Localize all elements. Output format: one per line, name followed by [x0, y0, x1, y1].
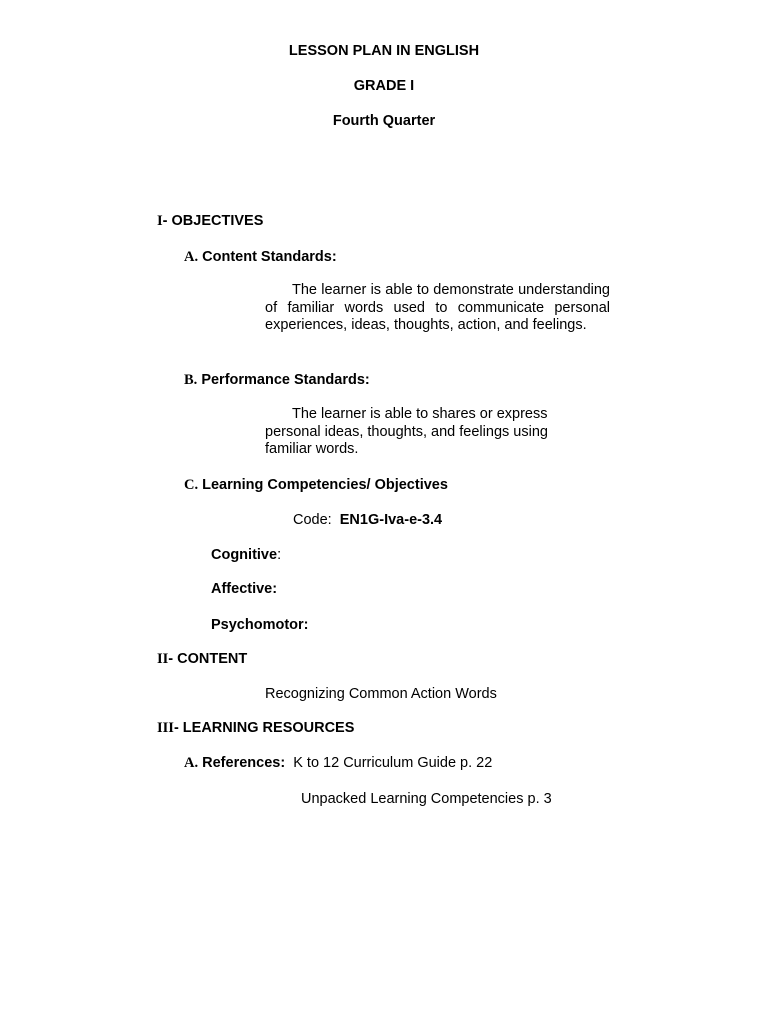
section-content-heading: [157, 650, 247, 668]
section-learning-resources-heading: [157, 719, 354, 737]
performance-standards-heading: [184, 371, 370, 389]
item-letter: C.: [184, 477, 199, 493]
item-label: Content Standards:: [198, 249, 337, 265]
psychomotor-label: Psychomotor:: [211, 617, 309, 633]
reference-2: Unpacked Learning Competencies p. 3: [301, 791, 552, 807]
cognitive-line: Cognitive:: [211, 547, 282, 563]
content-text: Recognizing Common Action Words: [265, 686, 497, 702]
code-value: EN1G-Iva-e-3.4: [339, 512, 443, 528]
content-standards-heading: [184, 248, 337, 266]
code-label: Code:: [293, 512, 332, 528]
item-label: Performance Standards:: [197, 372, 370, 388]
section-numeral: II: [157, 651, 169, 667]
section-numeral: I: [157, 213, 163, 229]
code-line: [293, 511, 442, 529]
item-letter: A.: [184, 249, 199, 265]
item-label: References:: [198, 755, 286, 771]
section-numeral: III: [157, 720, 174, 736]
reference-1: K to 12 Curriculum Guide p. 22: [293, 755, 493, 771]
section-title: - LEARNING RESOURCES: [173, 720, 355, 736]
section-objectives-heading: [157, 212, 263, 230]
item-label: Learning Competencies/ Objectives: [198, 477, 448, 493]
performance-standards-text: The learner is able to shares or express personal ideas, thoughts, and feelings using familiar words.: [265, 406, 548, 457]
document-title: LESSON PLAN IN ENGLISH: [288, 43, 480, 59]
item-letter: A.: [184, 755, 199, 771]
content-standards-text: The learner is able to demonstrate understanding of familiar words used to communicate personal experiences, ideas, thoughts, action, and feelings.: [265, 282, 610, 333]
learning-competencies-heading: [184, 476, 448, 494]
affective-label: Affective:: [211, 581, 278, 597]
cognitive-label: Cognitive: [211, 547, 278, 563]
grade-heading: GRADE I: [353, 78, 415, 94]
references-line: [184, 754, 492, 772]
section-title: - OBJECTIVES: [162, 213, 264, 229]
section-title: - CONTENT: [168, 651, 248, 667]
item-letter: B.: [184, 372, 198, 388]
quarter-heading: Fourth Quarter: [332, 113, 436, 129]
